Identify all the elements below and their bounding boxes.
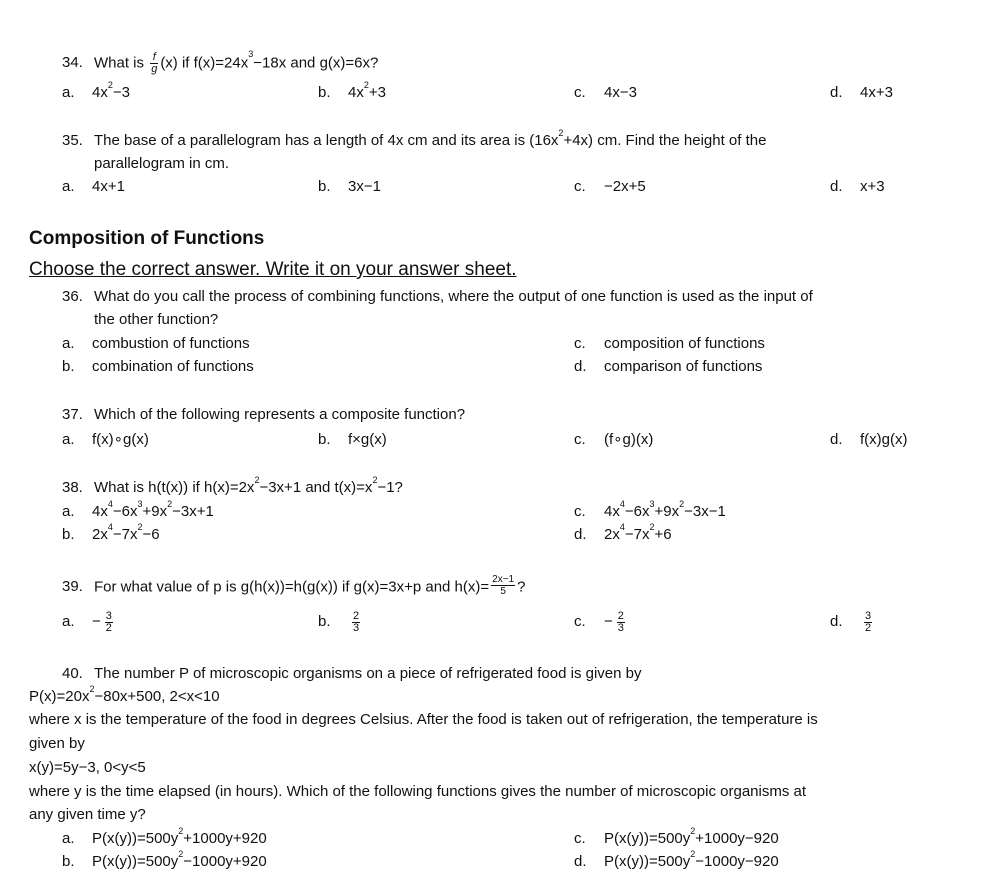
option-38d[interactable]: d. $2x^4-7x^2+6$	[574, 522, 672, 543]
question-number: 35.	[62, 132, 83, 149]
section-heading: Composition of Functions	[29, 228, 265, 249]
option-34c[interactable]: c. 4x−3	[574, 84, 637, 101]
option-35c[interactable]: c. −2x+5	[574, 178, 646, 195]
option-39a[interactable]: a. − $\frac{3}{2}$	[62, 609, 112, 634]
option-37a[interactable]: a. f(x)∘g(x)	[62, 431, 149, 448]
option-37c[interactable]: c. (f∘g)(x)	[574, 431, 654, 448]
option-37b[interactable]: b. f×g(x)	[318, 431, 387, 448]
section-instruction: Choose the correct answer. Write it on your answer sheet.	[29, 259, 517, 280]
question-38: 38. What is h(t(x)) if $h(x)=2x^2-3x+1$ and $t(x)=x^2-1$?	[62, 475, 403, 496]
question-40-line6: where y is the time elapsed (in hours). Which of the following functions gives the number of microscopic organisms at	[29, 783, 807, 800]
option-35a[interactable]: a. 4x+1	[62, 178, 125, 195]
option-36d[interactable]: d. comparison of functions	[574, 358, 763, 375]
option-34a[interactable]: a. $4x^2-3$	[62, 80, 130, 101]
option-36c[interactable]: c. composition of functions	[574, 335, 765, 352]
fraction-h: $\frac{2x-1}{5}$	[492, 574, 515, 597]
question-39: 39. For what value of p is g(h(x))=h(g(x)) if g(x)=3x+p and h(x)= $\frac{2x-1}{5}$ ?	[62, 574, 526, 597]
question-number: 34.	[62, 54, 83, 72]
question-40-line4: given by	[29, 735, 85, 752]
option-34d[interactable]: d. 4x+3	[830, 84, 893, 101]
question-40-line3: where x is the temperature of the food in degrees Celsius. After the food is taken out of refrigeration, the temperature is	[29, 711, 818, 728]
question-34: 34. What is $\frac{f}{g}$ (x) if $f(x)=24x^3-18x$ and g(x)=6x?	[62, 49, 379, 75]
question-37: 37. Which of the following represents a composite function?	[62, 406, 466, 423]
question-36-line2: the other function?	[94, 311, 219, 328]
option-36b[interactable]: b. combination of functions	[62, 358, 254, 375]
option-38b[interactable]: b. $2x^4-7x^2-6$	[62, 522, 160, 543]
option-39d[interactable]: d. $\frac{3}{2}$	[830, 609, 872, 634]
question-35-line2: parallelogram in cm.	[94, 155, 230, 172]
option-40d[interactable]: d. $P(x(y))=500y^2-1000y-920$	[574, 849, 779, 870]
option-36a[interactable]: a. combustion of functions	[62, 335, 250, 352]
fraction-f-over-g: $\frac{f}{g}$	[151, 51, 158, 75]
question-36: 36. What do you call the process of combining functions, where the output of one function is used as the input of	[62, 288, 813, 305]
option-35b[interactable]: b. 3x−1	[318, 178, 381, 195]
option-39c[interactable]: c. − $\frac{2}{3}$	[574, 609, 624, 634]
option-40a[interactable]: a. $P(x(y))=500y^2+1000y+920$	[62, 826, 267, 847]
option-39b[interactable]: b. $\frac{2}{3}$	[318, 609, 360, 634]
option-34b[interactable]: b. $4x^2+3$	[318, 80, 386, 101]
option-40c[interactable]: c. $P(x(y))=500y^2+1000y-920$	[574, 826, 779, 847]
question-40-line7: any given time y?	[29, 806, 146, 823]
option-37d[interactable]: d. f(x)g(x)	[830, 431, 908, 448]
question-40: 40. The number P of microscopic organisms on a piece of refrigerated food is given by	[62, 665, 642, 682]
option-38a[interactable]: a. $4x^4-6x^3+9x^2-3x+1$	[62, 499, 214, 520]
option-35d[interactable]: d. x+3	[830, 178, 885, 195]
option-40b[interactable]: b. $P(x(y))=500y^2-1000y+920$	[62, 849, 267, 870]
question-40-formula-p: $P(x)=20x^2-80x+500$, 2<x<10	[29, 684, 220, 705]
question-35: 35. The base of a parallelogram has a length of 4x cm and its area is $(16x^2+4x)$ cm. Find the height of the	[62, 128, 767, 149]
question-40-formula-x: x(y)=5y−3, 0<y<5	[29, 759, 146, 776]
option-38c[interactable]: c. $4x^4-6x^3+9x^2-3x-1$	[574, 499, 726, 520]
